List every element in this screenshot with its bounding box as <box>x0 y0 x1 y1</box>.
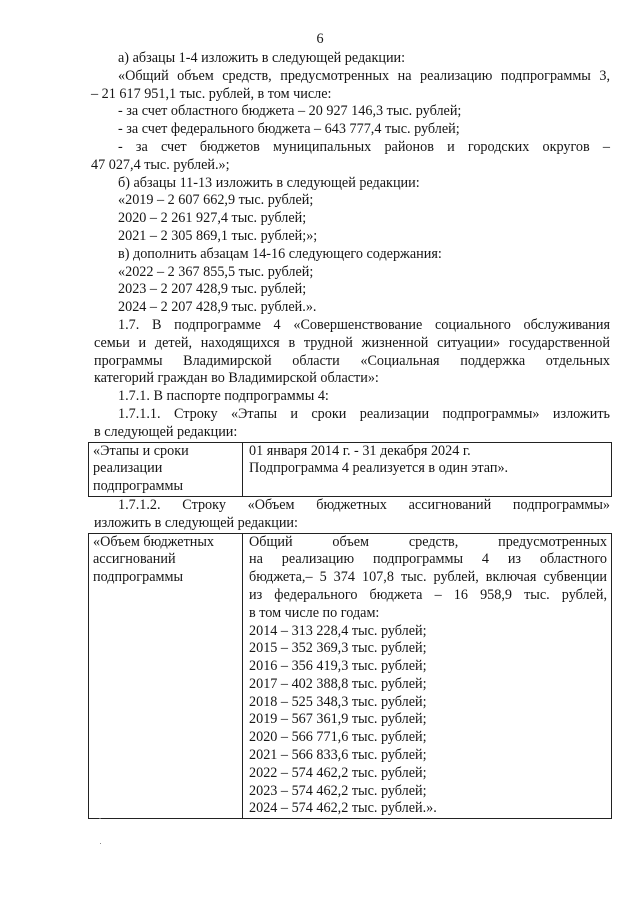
cell-line: Общий объем средств, предусмотренных <box>249 533 607 550</box>
paragraph-line: программы Владимирской области «Социальная поддержка отдельных <box>94 352 610 369</box>
cell-line: 2022 – 574 462,2 тыс. рублей; <box>249 764 427 781</box>
paragraph-line: 1.7. В подпрограмме 4 «Совершенствование социального обслуживания <box>118 316 610 333</box>
cell-line: 01 января 2014 г. - 31 декабря 2024 г. <box>249 442 471 459</box>
cell-line: 2015 – 352 369,3 тыс. рублей; <box>249 640 427 657</box>
paragraph-line: семьи и детей, находящихся в трудной жизненной ситуации» государственной <box>94 334 610 351</box>
cell-line: подпрограммы <box>93 569 183 586</box>
paragraph-line: - за счет бюджетов муниципальных районов и городских округов – <box>118 138 610 155</box>
paragraph-line: – 21 617 951,1 тыс. рублей, в том числе: <box>91 85 332 102</box>
cell-line: 2014 – 313 228,4 тыс. рублей; <box>249 622 427 639</box>
table-row <box>89 442 612 496</box>
paragraph-line: изложить в следующей редакции: <box>94 514 298 531</box>
document-body <box>91 50 610 819</box>
paragraph-line: категорий граждан во Владимирской области»: <box>94 370 379 387</box>
budget-table <box>88 533 612 820</box>
cell-line: реализации <box>93 460 163 477</box>
cell-line: из федерального бюджета – 16 958,9 тыс. рублей, <box>249 586 607 603</box>
paragraph-line: 1.7.1.2. Строку «Объем бюджетных ассигнований подпрограммы» <box>118 496 610 513</box>
scan-speck <box>99 818 101 819</box>
table-cell-label <box>89 442 243 496</box>
paragraph-line: - за счет федерального бюджета – 643 777,4 тыс. рублей; <box>118 121 460 138</box>
paragraph-line: 2020 – 2 261 927,4 тыс. рублей; <box>118 210 307 227</box>
table-row <box>89 533 612 819</box>
cell-line: Подпрограмма 4 реализуется в один этап». <box>249 460 509 477</box>
scan-speck <box>100 843 101 844</box>
paragraph-line: 1.7.1. В паспорте подпрограммы 4: <box>118 388 329 405</box>
page-number: 6 <box>316 31 324 47</box>
cell-line: ассигнований <box>93 551 176 568</box>
cell-line: подпрограммы <box>93 478 183 495</box>
paragraph-line: 2021 – 2 305 869,1 тыс. рублей;»; <box>118 227 318 244</box>
cell-line: 2017 – 402 388,8 тыс. рублей; <box>249 675 427 692</box>
paragraph-line: 2023 – 2 207 428,9 тыс. рублей; <box>118 281 307 298</box>
cell-line: бюджета,– 5 374 107,8 тыс. рублей, включая субвенции <box>249 569 607 586</box>
table-cell-value <box>243 533 612 819</box>
cell-line: 2016 – 356 419,3 тыс. рублей; <box>249 658 427 675</box>
paragraph-line: 2024 – 2 207 428,9 тыс. рублей.». <box>118 299 317 316</box>
cell-line: 2021 – 566 833,6 тыс. рублей; <box>249 747 427 764</box>
table-cell-value <box>243 442 612 496</box>
paragraph-line: 1.7.1.1. Строку «Этапы и сроки реализации подпрограммы» изложить <box>118 405 610 422</box>
paragraph-line: «Общий объем средств, предусмотренных на реализацию подпрограммы 3, <box>118 67 610 84</box>
table-cell-label <box>89 533 243 819</box>
cell-line: «Объем бюджетных <box>93 533 215 550</box>
cell-line: в том числе по годам: <box>249 604 380 621</box>
paragraph-line: «2019 – 2 607 662,9 тыс. рублей; <box>118 192 314 209</box>
cell-line: 2023 – 574 462,2 тыс. рублей; <box>249 782 427 799</box>
paragraph-line: - за счет областного бюджета – 20 927 146,3 тыс. рублей; <box>118 103 462 120</box>
cell-line: 2020 – 566 771,6 тыс. рублей; <box>249 729 427 746</box>
cell-line: 2024 – 574 462,2 тыс. рублей.». <box>249 800 437 817</box>
paragraph-line: «2022 – 2 367 855,5 тыс. рублей; <box>118 263 314 280</box>
cell-line: на реализацию подпрограммы 4 из областного <box>249 551 607 568</box>
cell-line: «Этапы и сроки <box>93 442 189 459</box>
paragraph-line: в следующей редакции: <box>94 423 238 440</box>
paragraph-line: б) абзацы 11-13 изложить в следующей редакции: <box>118 174 420 191</box>
cell-line: 2019 – 567 361,9 тыс. рублей; <box>249 711 427 728</box>
stages-table <box>88 442 612 497</box>
paragraph-line: 47 027,4 тыс. рублей.»; <box>91 156 230 173</box>
paragraph-line: а) абзацы 1-4 изложить в следующей редакции: <box>118 50 406 66</box>
cell-line: 2018 – 525 348,3 тыс. рублей; <box>249 693 427 710</box>
paragraph-line: в) дополнить абзацам 14-16 следующего содержания: <box>118 245 442 262</box>
